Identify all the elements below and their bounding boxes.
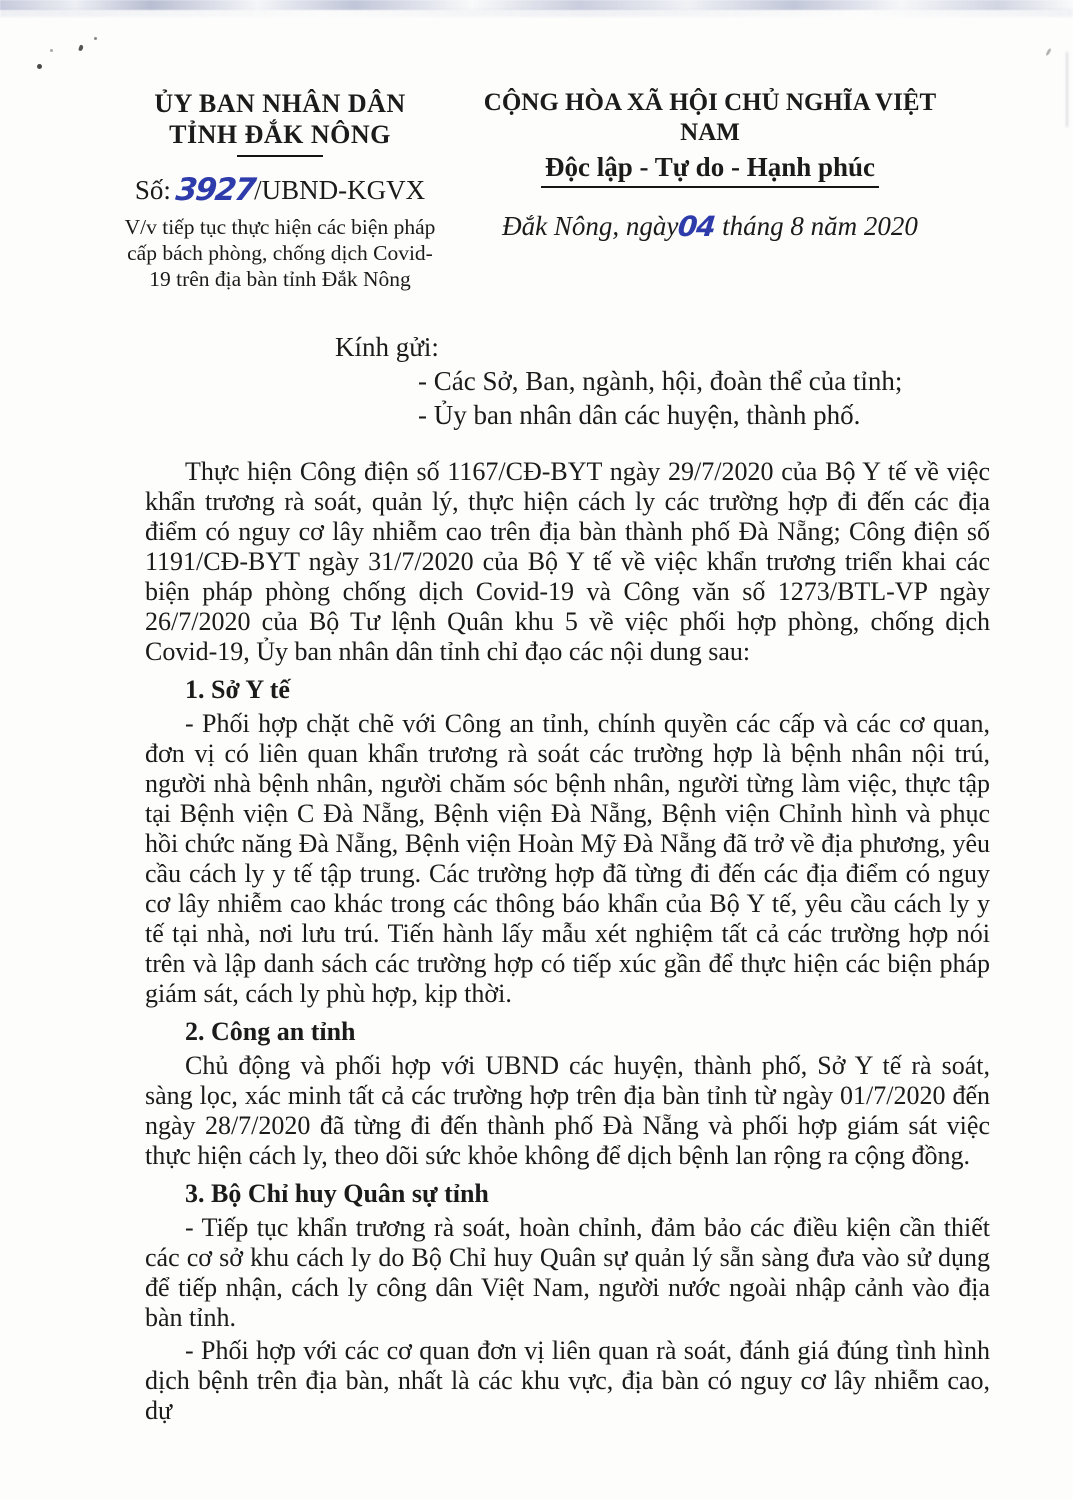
date-prefix: Đắk Nông, ngày — [502, 211, 679, 241]
scan-speck — [50, 49, 53, 52]
document-number-suffix: /UBND-KGVX — [254, 175, 426, 205]
recipient-line: - Ủy ban nhân dân các huyện, thành phố. — [418, 400, 861, 430]
document-number-prefix: Số: — [134, 175, 171, 205]
recipient-line: - Các Sở, Ban, ngành, hội, đoàn thể của tỉnh; — [418, 366, 903, 396]
org-name-line1: ỦY BAN NHÂN DÂN — [154, 89, 406, 118]
national-motto: Độc lập - Tự do - Hạnh phúc — [541, 151, 879, 188]
section-1-heading: 1. Sở Y tế — [185, 675, 290, 704]
scan-speck — [94, 37, 97, 40]
scan-edge-shadow — [1066, 52, 1068, 127]
org-name-line2: TỈNH ĐẮK NÔNG — [169, 120, 391, 149]
scan-speck — [1045, 48, 1052, 56]
section-1-paragraph: - Phối hợp chặt chẽ với Công an tỉnh, chính quyền các cấp và các cơ quan, đơn vị có liên quan khẩn trương rà soát các trường hợp là bệnh nhân nội trú, người nhà bệnh nhân, người chăm sóc bệnh nhân, người từng làm việc, thực tập tại Bệnh viện C Đà Nẵng, Bệnh viện Đà Nẵng, Bệnh viện Chỉnh hình và phục hồi chức năng Đà Nẵng, Bệnh viện Hoàn Mỹ Đà Nẵng đã trở về địa phương, yêu cầu cách ly y tế tập trung. Các trường hợp đã từng đi đến các địa điểm có nguy cơ lây nhiễm cao khác trong các thông báo khẩn của Bộ Y tế, yêu cầu cách ly y tế tại nhà, nơi lưu trú. Tiến hành lấy mẫu xét nghiệm tất cả các trường hợp nói trên và lập danh sách các trường hợp có tiếp xúc gần để thực hiện các biện pháp giám sát, cách ly phù hợp, kịp thời. — [145, 709, 990, 1008]
section-2-heading: 2. Công an tỉnh — [185, 1017, 356, 1046]
section-3-paragraph-1: - Tiếp tục khẩn trương rà soát, hoàn chỉnh, đảm bảo các điều kiện cần thiết các cơ sở khu cách ly do Bộ Chỉ huy Quân sự quản lý sẵn sàng đưa vào sử dụng để tiếp nhận, cách ly công dân Việt Nam, người nước ngoài nhập cảnh vào địa bàn tỉnh. — [145, 1213, 990, 1332]
national-title: CỘNG HÒA XÃ HỘI CHỦ NGHĨA VIỆT NAM — [483, 89, 937, 146]
issuing-authority-block — [105, 88, 455, 292]
section-2-paragraph: Chủ động và phối hợp với UBND các huyện, thành phố, Sở Y tế rà soát, sàng lọc, xác minh tất cả các trường hợp trên địa bàn tỉnh từ ngày 01/7/2020 đến ngày 28/7/2020 đã từng đi đến thành phố Đà Nẵng và phối hợp giám sát việc thực hiện cách ly, theo dõi sức khỏe không để dịch bệnh lan rộng ra cộng đồng. — [145, 1051, 990, 1170]
date-line: Đắk Nông, ngày04 tháng 8 năm 2020 — [502, 210, 918, 243]
document-number: Số:3927/UBND-KGVX — [134, 172, 426, 208]
document-body — [145, 457, 990, 1426]
scan-edge-band-soft — [0, 9, 1073, 17]
org-name-underline — [237, 155, 323, 157]
section-3-heading: 3. Bộ Chỉ huy Quân sự tỉnh — [185, 1179, 489, 1208]
salutation-block — [335, 330, 902, 432]
national-header-block — [462, 88, 958, 242]
document-subject: V/v tiếp tục thực hiện các biện pháp cấp bách phòng, chống dịch Covid-19 trên địa bàn tỉnh Đắk Nông — [124, 215, 436, 291]
scan-speck — [37, 64, 42, 69]
scan-speck — [78, 44, 84, 51]
intro-paragraph: Thực hiện Công điện số 1167/CĐ-BYT ngày 29/7/2020 của Bộ Y tế về việc khẩn trương rà soát, quản lý, thực hiện cách ly các trường hợp đi đến các địa điểm có nguy cơ lây nhiễm cao trên địa bàn thành phố Đà Nẵng; Công điện số 1191/CĐ-BYT ngày 31/7/2020 của Bộ Y tế về việc khẩn trương triển khai các biện pháp phòng chống dịch Covid-19 và Công văn số 1273/BTL-VP ngày 26/7/2020 của Bộ Tư lệnh Quân khu 5 về việc phối hợp phòng, chống dịch Covid-19, Ủy ban nhân dân tỉnh chỉ đạo các nội dung sau: — [145, 457, 990, 666]
section-3-paragraph-2: - Phối hợp với các cơ quan đơn vị liên quan rà soát, đánh giá đúng tình hình dịch bệnh trên địa bàn, nhất là các khu vực, địa bàn có nguy cơ lây nhiễm cao, dự — [145, 1336, 990, 1425]
salutation-label: Kính gửi: — [335, 332, 439, 362]
date-suffix: tháng 8 năm 2020 — [715, 211, 918, 241]
